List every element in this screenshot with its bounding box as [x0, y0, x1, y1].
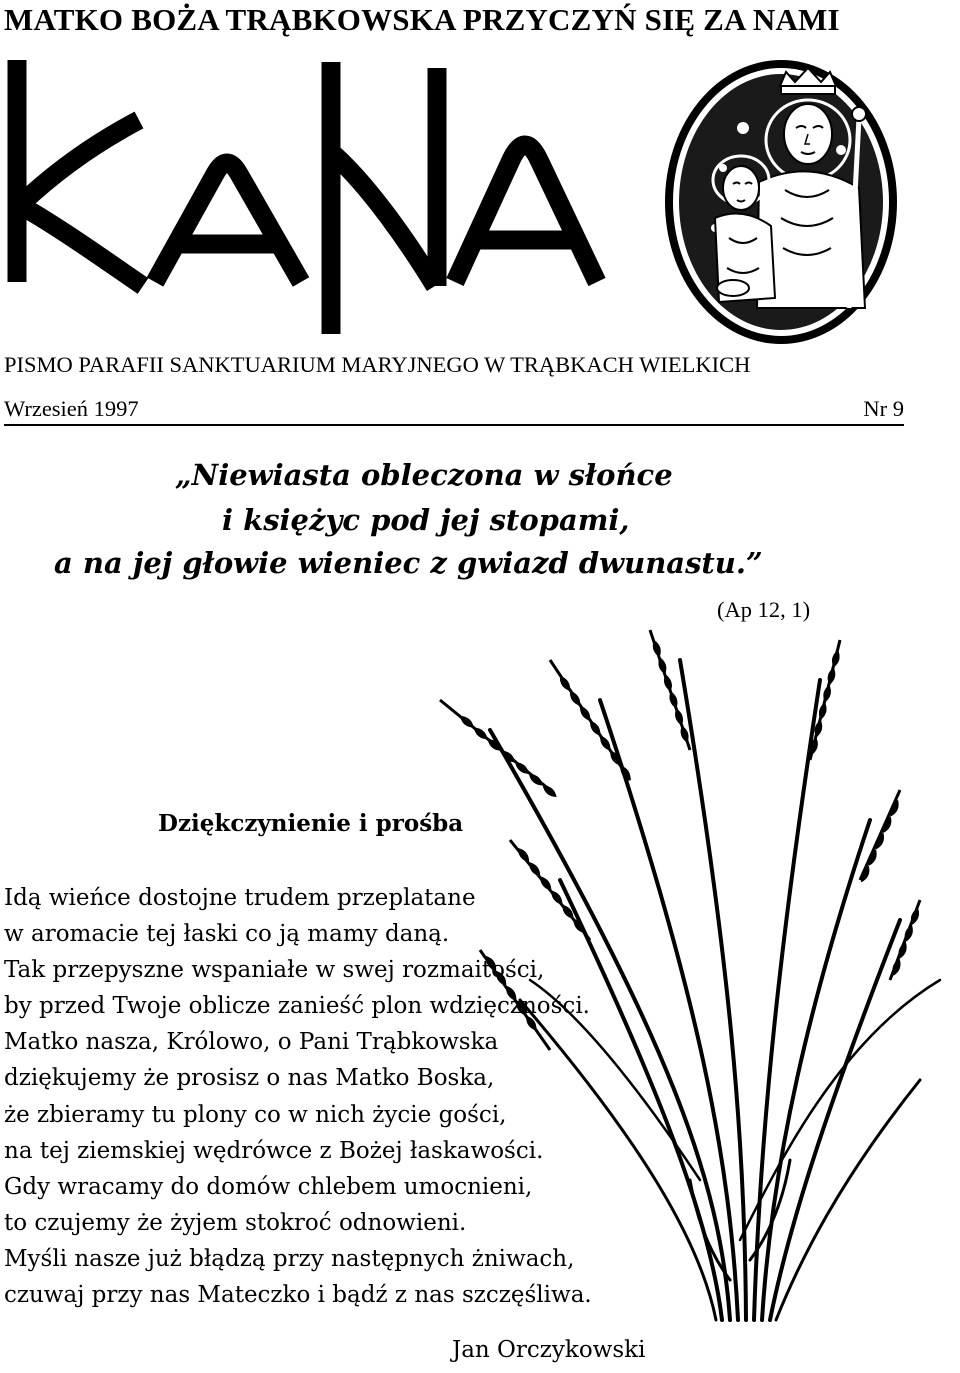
poem-body: [4, 880, 764, 1313]
poem-line: w aromacie tej łaski co ją mamy daną.: [4, 921, 450, 948]
poem-line: że zbieramy tu plony co w nich życie gości,: [4, 1101, 507, 1128]
poem-line: Matko nasza, Królowo, o Pani Trąbkowska: [4, 1029, 499, 1056]
issue-number: Nr 9: [863, 396, 904, 421]
poem-line: Tak przepyszne wspaniałe w swej rozmaitości,: [4, 957, 545, 984]
poem-line: by przed Twoje oblicze zanieść plon wdzięczności.: [4, 993, 590, 1020]
poem-line: to czujemy że żyjem stokroć odnowieni.: [4, 1209, 467, 1236]
poem-line: czuwaj przy nas Mateczko i bądź z nas szczęśliwa.: [4, 1282, 592, 1309]
poem-title: Dziękczynienie i prośba: [158, 810, 464, 837]
masthead-logo: [5, 48, 617, 340]
poem-line: Gdy wracamy do domów chlebem umocnieni,: [4, 1173, 533, 1200]
quote-line: i księżyc pod jej stopami,: [222, 503, 630, 537]
issue-info-bar: [4, 390, 904, 426]
quote-source: (Ap 12, 1): [717, 597, 811, 622]
poem-line: dziękujemy że prosisz o nas Matko Boska,: [4, 1065, 495, 1092]
madonna-and-child-icon: [663, 58, 899, 346]
poem-line: Myśli nasze już błądzą przy następnych żniwach,: [4, 1245, 575, 1272]
poem-line: na tej ziemskiej wędrówce z Bożej łaskawości.: [4, 1137, 544, 1164]
poem-line: Idą wieńce dostojne trudem przeplatane: [4, 885, 476, 911]
top-banner: MATKO BOŻA TRĄBKOWSKA PRZYCZYŃ SIĘ ZA NAMI: [4, 2, 840, 37]
issue-date: Wrzesień 1997: [4, 396, 139, 421]
poem-author: Jan Orczykowski: [452, 1337, 646, 1363]
publication-subtitle: PISMO PARAFII SANKTUARIUM MARYJNEGO W TRĄBKACH WIELKICH: [4, 352, 751, 377]
quote-line: a na jej głowie wieniec z gwiazd dwunastu.”: [54, 546, 763, 580]
quote-line: „Niewiasta obleczona w słońce: [175, 458, 673, 492]
